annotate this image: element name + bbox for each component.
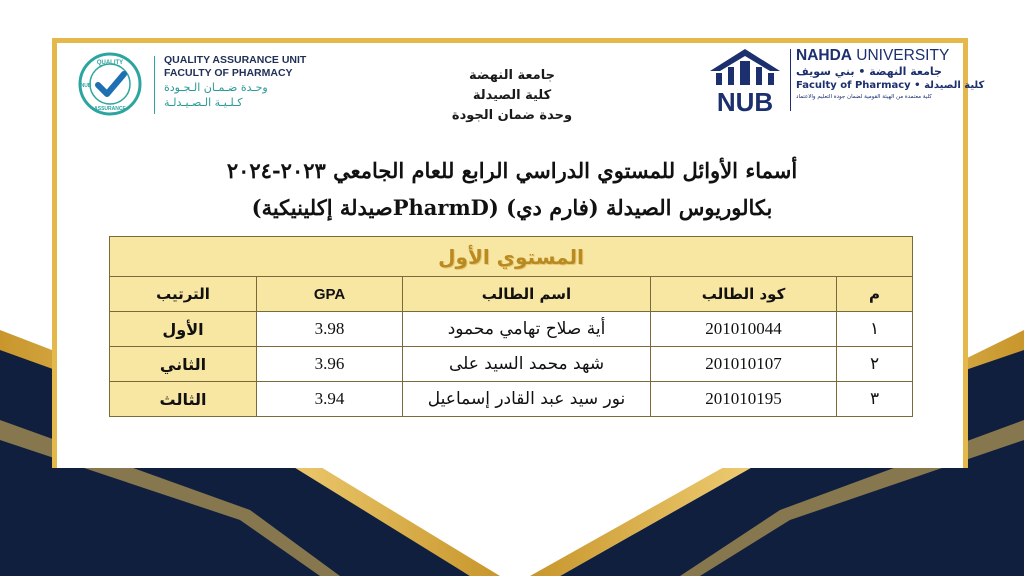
- page-title: أسماء الأوائل للمستوي الدراسي الرابع للعام الجامعي ٢٠٢٣-٢٠٢٤: [226, 158, 798, 183]
- row-gpa: 3.98: [257, 312, 403, 347]
- svg-text:QUALITY: QUALITY: [96, 60, 124, 66]
- svg-text:NUB: NUB: [80, 83, 92, 89]
- row-num: ٣: [837, 382, 913, 417]
- nahda-university-logo: [706, 45, 985, 117]
- row-code: 201010107: [651, 347, 837, 382]
- svg-text:NUB: NUB: [716, 87, 774, 113]
- table-row: [110, 382, 913, 417]
- institution-header: [412, 66, 612, 126]
- quality-assurance-logo: [78, 52, 318, 118]
- nub-building-icon: [706, 47, 784, 113]
- row-name: نور سيد عبد القادر إسماعيل: [403, 382, 651, 417]
- row-gpa: 3.96: [257, 347, 403, 382]
- header-gpa: GPA: [257, 277, 403, 312]
- qa-text-block: [164, 54, 324, 110]
- nub-text-block: [796, 47, 985, 101]
- nub-faculty: Faculty of Pharmacy • كلية الصيدلة: [796, 80, 985, 91]
- qa-divider: [154, 56, 155, 114]
- row-num: ٢: [837, 347, 913, 382]
- level-row: [110, 237, 913, 277]
- top-students-table: [109, 236, 913, 417]
- row-rank: الثاني: [110, 347, 257, 382]
- nub-name-ar: جامعة النهضة • بني سويف: [796, 65, 942, 78]
- quality-seal-icon: [78, 52, 142, 116]
- row-rank: الأول: [110, 312, 257, 347]
- faculty-name: كلية الصيدلة: [472, 88, 552, 103]
- row-name: أية صلاح تهامي محمود: [403, 312, 651, 347]
- nub-name-en: NAHDA UNIVERSITY: [796, 47, 950, 64]
- qa-faculty-title: FACULTY OF PHARMACY: [164, 67, 293, 79]
- row-rank: الثالث: [110, 382, 257, 417]
- table-row: [110, 312, 913, 347]
- table-row: [110, 347, 913, 382]
- university-name: جامعة النهضة: [469, 68, 555, 83]
- nub-divider: [790, 49, 791, 111]
- qa-unit-title: QUALITY ASSURANCE UNIT: [164, 54, 307, 66]
- row-code: 201010195: [651, 382, 837, 417]
- level-title: المستوي الأول: [438, 244, 584, 269]
- row-code: 201010044: [651, 312, 837, 347]
- nub-accreditation: كلية معتمدة من الهيئة القومية لضمان جودة التعليم والاعتماد: [796, 94, 932, 100]
- svg-text:ASSURANCE: ASSURANCE: [94, 106, 126, 112]
- row-gpa: 3.94: [257, 382, 403, 417]
- row-name: شهد محمد السيد على: [403, 347, 651, 382]
- header-num: م: [837, 277, 913, 312]
- header-code: كود الطالب: [651, 277, 837, 312]
- table-header-row: [110, 277, 913, 312]
- page-subtitle: بكالوريوس الصيدلة (فارم دي) (PharmDصيدلة إكلينيكية): [251, 195, 773, 220]
- header-rank: الترتيب: [110, 277, 257, 312]
- unit-name: وحدة ضمان الجودة: [451, 108, 573, 123]
- qa-unit-title-ar: وحـدة ضـمـان الـجـودة: [164, 81, 268, 94]
- row-num: ١: [837, 312, 913, 347]
- header-name: اسم الطالب: [403, 277, 651, 312]
- qa-faculty-title-ar: كـلـيـة الـصـيـدلـة: [164, 96, 243, 109]
